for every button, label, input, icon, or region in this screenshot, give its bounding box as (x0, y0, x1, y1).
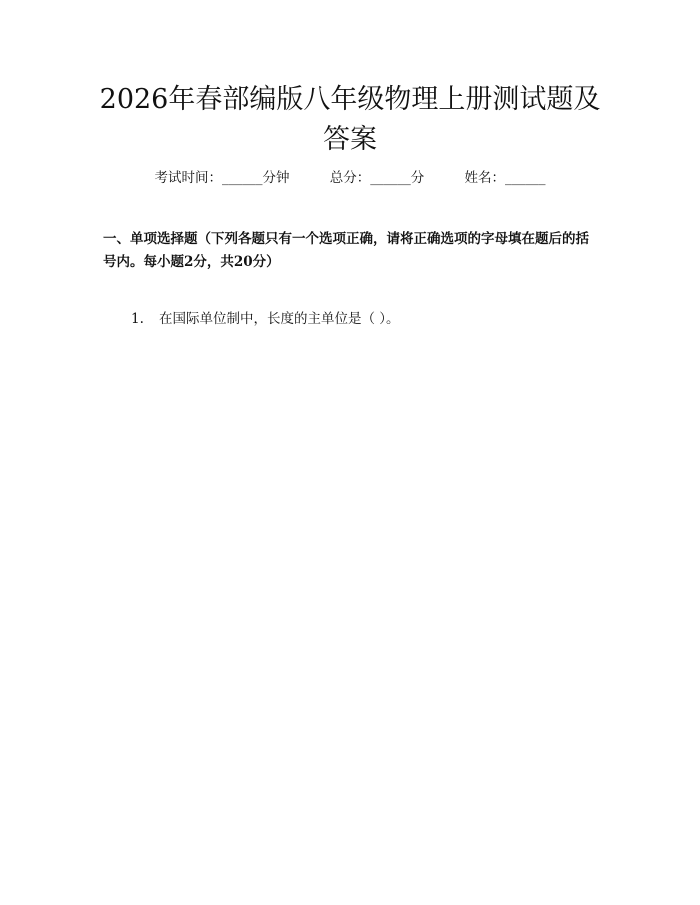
section-heading: 一、单项选择题（下列各题只有一个选项正确，请将正确选项的字母填在题后的括号内。每小题2分，共20分） (103, 231, 589, 270)
exam-title: 2026年春部编版八年级物理上册测试题及答案 (99, 84, 601, 155)
question-1 (103, 308, 598, 331)
exam-time-field: 考试时间：______分钟 (154, 170, 290, 186)
exam-meta (0, 168, 700, 188)
question-number: 1. (131, 311, 144, 327)
total-score-field: 总分：______分 (329, 170, 425, 186)
question-text: 在国际单位制中，长度的主单位是（ ）。 (159, 311, 400, 327)
student-name-field: 姓名：______ (464, 170, 546, 186)
